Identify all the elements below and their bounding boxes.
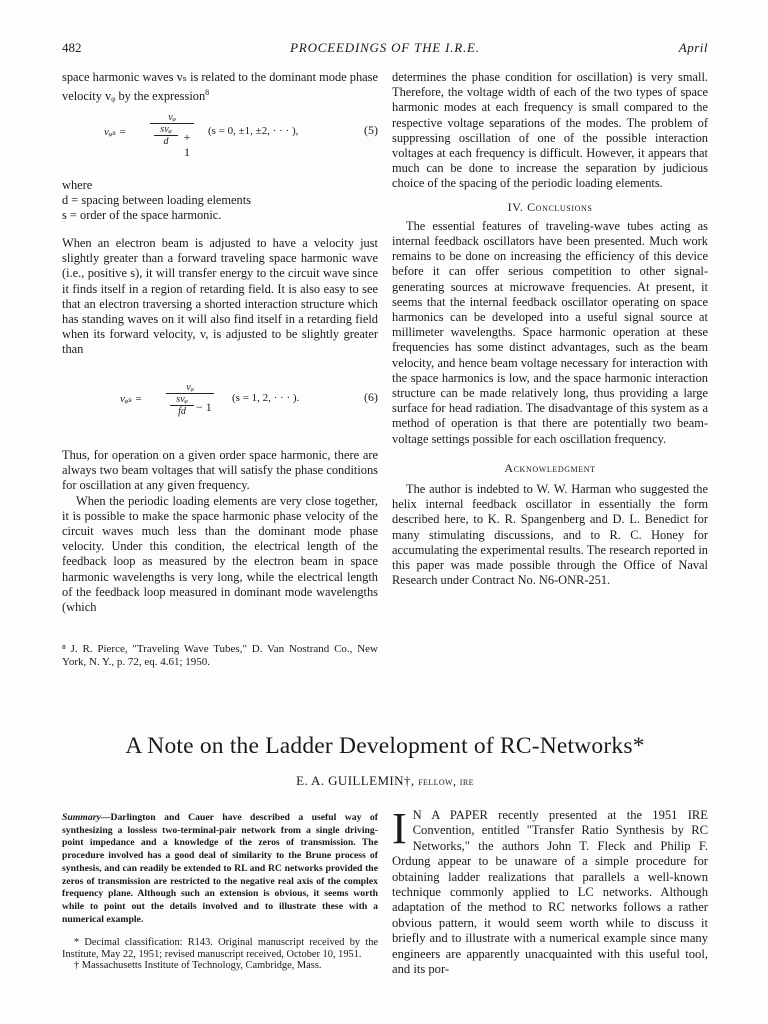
acknowledgment-heading: Acknowledgment bbox=[504, 460, 596, 475]
article-title: A Note on the Ladder Development of RC-Networks* bbox=[125, 733, 645, 759]
article-summary bbox=[62, 812, 378, 926]
left-para-1 bbox=[62, 236, 378, 358]
drop-cap: I bbox=[392, 804, 407, 853]
eq5-den-rest: + 1 bbox=[183, 130, 191, 159]
eq5-lhs: vᵩₛ = bbox=[104, 126, 127, 138]
journal-title: PROCEEDINGS OF THE I.R.E. bbox=[290, 40, 480, 55]
acknowledgment-text: The author is indebted to W. W. Harman who suggested the helix internal feedback oscillator in essentially the form described here, to K. R. Spangenberg and D. L. Benedict for many stimulating discussions, and to R. C. Honey for accumulating the experimental results. The research reported in this paper was made possible through the Office of Naval Research under Contract No. N6-ONR-251. bbox=[392, 482, 708, 588]
footnote-decimal: * Decimal classification: R143. Original manuscript received by the Institute, May 22, 1951; revised manuscript received, October 10, 1951. bbox=[62, 937, 378, 960]
article-author bbox=[62, 773, 708, 789]
footnote-affiliation: † Massachusetts Institute of Technology, Cambridge, Mass. bbox=[74, 960, 322, 972]
def-d: d = spacing between loading elements bbox=[62, 193, 252, 208]
footnote-ref-8: 8 bbox=[205, 88, 210, 98]
eq6-lhs: vᵩₛ = bbox=[120, 393, 143, 405]
author-grade: fellow, ire bbox=[418, 774, 474, 788]
article-body-text: N A PAPER recently presented at the 1951 IRE Convention, entitled "Transfer Ratio Synthesis by RC Networks," the authors John T. Fleck and Philip F. Ordung appear to be unaware of a simple procedure for obtaining ladder realizations that parallels a well-known technique commonly applied to LC networks. Although adaptation of the method to RC networks follows a rather obvious pattern, it would seem worth while to discuss it briefly and to illustrate with a numerical example since many engineers are apparently unacquainted with this useful tool, and its por- bbox=[392, 808, 708, 977]
footnote-8 bbox=[62, 643, 378, 668]
eq6-den-rest: − 1 bbox=[196, 400, 212, 414]
left-para-2-3 bbox=[62, 448, 378, 615]
eq6-fraction bbox=[166, 382, 214, 428]
eq5-fraction bbox=[150, 112, 194, 159]
page-number: 482 bbox=[62, 40, 82, 55]
footnote-8-text: ⁸ J. R. Pierce, "Traveling Wave Tubes," D. Van Nostrand Co., New York, N. Y., p. 72, eq. 4.61; 1950. bbox=[62, 643, 378, 668]
eq5-numerator: vᵩ bbox=[168, 112, 176, 123]
eq6-den-bottom: fd bbox=[178, 406, 186, 417]
eq6-number: (6) bbox=[364, 390, 378, 404]
left-para-1-text: When an electron beam is adjusted to have a velocity just slightly greater than a forward traveling space harmonic wave (i.e., positive s), it will transfer energy to the circuit wave since it finds itself in a region of retarding field. It is also easy to see that an electron traversing a shorted interaction structure which has standing waves on it will also find itself in a retarding field when its forward velocity, v, is adjusted to be slightly greater than bbox=[62, 236, 378, 357]
eq5-den-top: svᵩ bbox=[160, 124, 172, 135]
equation-5 bbox=[62, 108, 378, 176]
left-para-2-text: Thus, for operation on a given order space harmonic, there are always two beam voltages that will satisfy the phase conditions for oscillation at any given frequency. bbox=[62, 448, 378, 493]
intro-text: space harmonic waves vₛ is related to the dominant mode phase velocity vᵩ by the expression bbox=[62, 70, 378, 104]
left-para-3-text: When the periodic loading elements are very close together, it is possible to make the space harmonic phase velocity of the circuit waves much less than the dominant mode phase velocity. Under this condition, the electrical length of the feedback loop as measured by the electron beam in space harmonic wavelengths is very long, while the electrical length of the feedback loop measured in dominant mode wavelengths (which bbox=[62, 493, 378, 615]
eq6-condition: (s = 1, 2, · · · ). bbox=[232, 392, 300, 404]
eq5-number: (5) bbox=[364, 123, 378, 137]
summary-text: —Darlington and Cauer have described a useful way of synthesizing a lossless two-terminal-pair network from a single driving-point impedance and a knowledge of the zeros of transmission. The procedure involved has a good deal of similarity to the Brune process of synthesis, and can readily be extended to RL and RC networks provided the zeros of transmission are restricted to the negative real axis of the complex frequency plane. Although such an extension is obvious, it seems worth while to point out the details involved and to illustrate these with a numerical example. bbox=[62, 812, 378, 925]
conclusions-text: The essential features of traveling-wave tubes acting as internal feedback oscillators have been presented. Much work remains to be done on increasing the efficiency of this device before it can offer serious competition to other signal-generating sources at microwave frequencies. At present, it seems that the internal feedback oscillator operating on space harmonics can be developed into a useful signal source at millimeter wavelengths. Space harmonic operation at these frequencies has some distinct advantages, such as the beam velocity, and hence beam voltage necessary for interaction with the space harmonics is low, and the space harmonic interaction structure can be made relatively long, thus providing a large surface for head radiation. The disadvantage of this system as a method of operation is that there are potentially two beam-voltage settings possible for each oscillation frequency. bbox=[392, 218, 708, 446]
equation-6 bbox=[62, 380, 378, 446]
summary-label: Summary bbox=[62, 812, 101, 823]
eq6-den-top: svᵩ bbox=[176, 394, 188, 405]
issue-month: April bbox=[678, 40, 708, 55]
left-definitions bbox=[62, 178, 378, 224]
right-column bbox=[392, 70, 708, 589]
conclusions-heading: IV. Conclusions bbox=[507, 199, 593, 214]
article-body bbox=[392, 804, 708, 977]
author-name: E. A. GUILLEMIN†, bbox=[296, 773, 415, 788]
eq5-den-bottom: d bbox=[163, 136, 169, 147]
article-footnotes bbox=[62, 937, 378, 972]
right-para-1-text: determines the phase condition for oscillation) is very small. Therefore, the voltage width of each of the two types of space harmonic modes at each frequency is small compared to the respective voltage separations of the modes. The problem of suppressing oscillation of one of the possible interaction voltages at each frequency is difficult. However, it appears that much can be done to increase the separation by judicious choice of the spacing of the periodic loading elements. bbox=[392, 70, 708, 191]
eq5-condition: (s = 0, ±1, ±2, · · · ), bbox=[208, 125, 299, 137]
running-header bbox=[62, 40, 708, 58]
def-s: s = order of the space harmonic. bbox=[62, 208, 222, 223]
eq6-numerator: vᵩ bbox=[186, 382, 194, 393]
left-column-intro bbox=[62, 70, 378, 105]
where-label: where bbox=[62, 178, 93, 192]
